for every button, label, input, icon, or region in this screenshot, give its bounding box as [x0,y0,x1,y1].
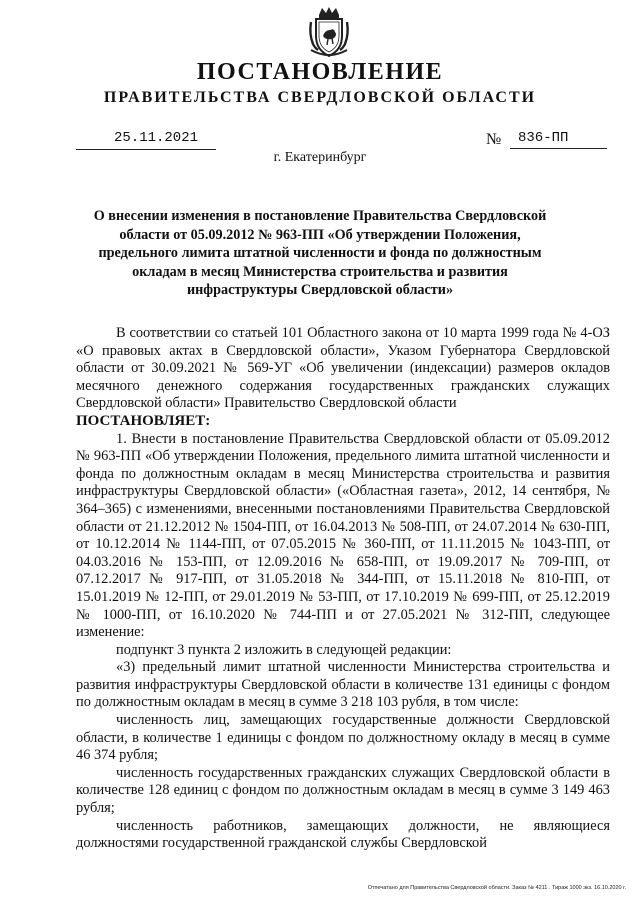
date-value: 25.11.2021 [113,130,198,146]
item-1-paragraph: 1. Внести в постановление Правительства Свердловской области от 05.09.2012 № 963-ПП «Об утверждении Положения, предельного лимита штатной численности и фонда по должностным окладам в месяц Министерства строительства и развития инфраструктуры Свердловской области» («Областная газета», 2012, 14 сентября, № 364–365) с изменениями, внесенными постановлениями Правительства Свердловской области от 21.12.2012 № 1504-ПП, от 16.04.2013 № 508-ПП, от 24.07.2014 № 630-ПП, от 10.12.2014 № 1144-ПП, от 07.05.2015 № 360-ПП, от 11.11.2015 № 1043-ПП, от 04.03.2016 № 153-ПП, от 12.09.2016 № 658-ПП, от 19.09.2017 № 709-ПП, от 07.12.2017 № 917-ПП, от 31.05.2018 № 344-ПП, от 15.11.2018 № 810-ПП, от 15.01.2019 № 12-ПП, от 29.01.2019 № 53-ПП, от 17.10.2019 № 699-ПП, от 25.12.2019 № 1000-ПП, от 16.10.2020 № 744-ПП и от 27.05.2021 № 312-ПП, следующее изменение: [76,430,610,641]
document-body [76,325,610,853]
document-type-heading: ПОСТАНОВЛЕНИЕ [196,59,444,85]
quote-paragraph: «3) предельный лимит штатной численности Министерства строительства и развития инфраструктуры Свердловской области в количестве 131 единицы с фондом по должностным окладам в месяц в сумме 3 218 103 рубля, в том числе: [76,659,610,711]
preamble-paragraph: В соответствии со статьей 101 Областного закона от 10 марта 1999 года № 4-ОЗ «О правовых актах в Свердловской области», Указом Губернатора Свердловской области от 30.09.2021 № 569-УГ «Об увеличении (индексации) размеров окладов месячного денежного содержания государственных гражданских служащих Свердловской области» Правительство Свердловской области [76,325,610,412]
subitem-paragraph: подпункт 3 пункта 2 изложить в следующей редакции: [116,641,452,658]
coat-of-arms-icon [307,6,351,58]
number-sign: № [486,131,502,148]
document-title: О внесении изменения в постановление Правительства Свердловской области от 05.09.2012 № 963-ПП «Об утверждении Положения, предельного лимита штатной численности и фонда по должностным окладам в месяц Министерства строительства и развития инфраструктуры Свердловской области» [93,208,547,298]
line-a-paragraph: численность лиц, замещающих государственные должности Свердловской области, в количестве 1 единицы с фондом по должностному окладу в месяц в сумме 46 374 рубля; [76,712,610,764]
line-c-paragraph: численность работников, замещающих должности, не являющиеся должностями государственной гражданской службы Свердловской [76,817,610,852]
line-b-paragraph: численность государственных гражданских служащих Свердловской области в количестве 128 единиц с фондом по должностным окладам в месяц в сумме 3 149 463 рубля; [76,764,610,817]
date-field [76,130,216,150]
issuer-heading: ПРАВИТЕЛЬСТВА СВЕРДЛОВСКОЙ ОБЛАСТИ [103,89,537,106]
decree-word: ПОСТАНОВЛЯЕТ: [76,412,211,429]
city-label: г. Екатеринбург [273,150,367,165]
number-value: 836-ПП [518,130,569,146]
number-field [510,130,607,149]
print-footer: Отпечатано для Правительства Свердловской области. Заказ № 4211 . Тираж 1000 экз. 16.10.2020 г. [367,885,626,891]
